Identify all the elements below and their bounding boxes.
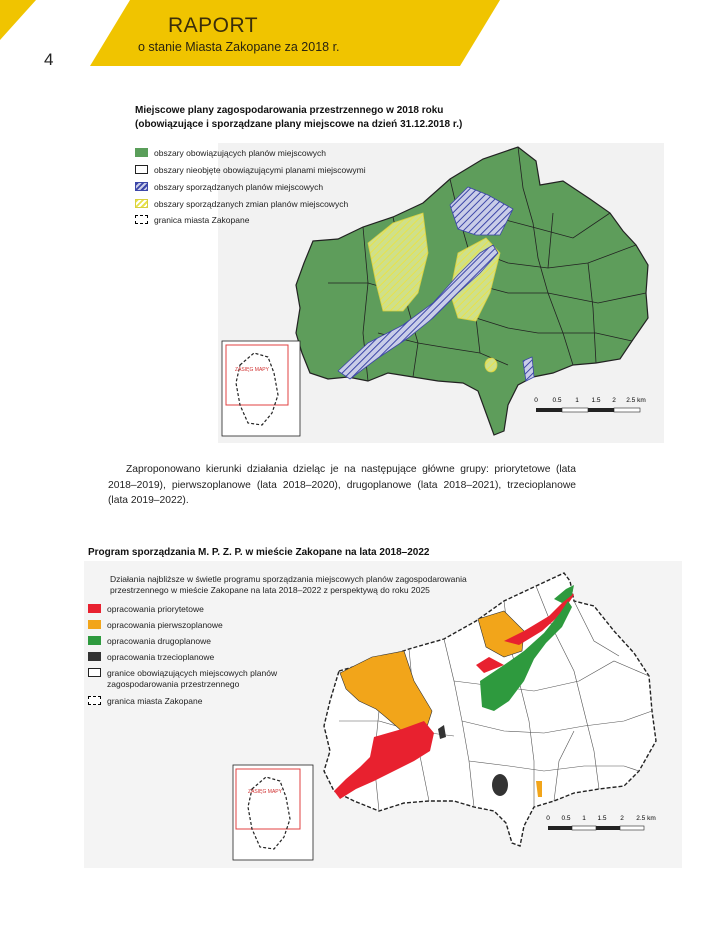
body-paragraph-block [108, 462, 576, 509]
figure1-legend [135, 148, 435, 238]
swatch-outline [135, 165, 148, 174]
scale-label: 1 [582, 815, 586, 822]
header-yellow-band [90, 0, 500, 66]
figure1-title-line1: Miejscowe plany zagospodarowania przestrzennego w 2018 roku [135, 105, 444, 116]
scale-label: 0.5 [552, 397, 562, 404]
legend-label: obszary sporządzanych planów miejscowych [154, 182, 324, 192]
header-banner [0, 0, 720, 80]
inset-label: ZASIĘG MAPY [235, 367, 269, 373]
legend-label: opracowania trzecioplanowe [107, 652, 215, 662]
figure2-legend [88, 604, 328, 708]
swatch-red [88, 604, 101, 613]
body-paragraph: Zaproponowano kierunki działania dzieląc je na następujące główne grupy: priorytetowe (lata 2018–2019), pierwszoplanowe (lata 2018–2020), drugoplanowe (lata 2018–2021), trzecioplanowe (lata 2019–2022). [108, 464, 576, 506]
report-title: RAPORT [168, 14, 259, 37]
legend-label: granica miasta Zakopane [154, 215, 250, 225]
legend-label: opracowania pierwszoplanowe [107, 620, 223, 630]
dark-area-1 [492, 774, 508, 796]
scale-label: 1 [575, 397, 579, 404]
figure1-title [135, 104, 462, 132]
legend-item [88, 620, 223, 631]
swatch-green [88, 636, 101, 645]
figure2-title: Program sporządzania M. P. Z. P. w mieście Zakopane na lata 2018–2022 [88, 547, 430, 558]
swatch-dashed [135, 215, 148, 224]
swatch-yellow-hatch [135, 199, 148, 208]
swatch-orange [88, 620, 101, 629]
legend-item [135, 215, 249, 226]
swatch-blue-hatch [135, 182, 148, 191]
scale-label: 2.5 km [626, 397, 646, 404]
swatch-dark [88, 652, 101, 661]
scale-label: 0.5 [561, 815, 571, 822]
scale-label: 2 [612, 397, 616, 404]
legend-label-line: zagospodarowania przestrzennego [107, 678, 240, 689]
legend-item [135, 148, 326, 159]
yellow-hatch-spot [485, 358, 497, 372]
inset-label: ZASIĘG MAPY [248, 789, 282, 795]
figure1-scale-bar [534, 397, 646, 412]
legend-item [88, 652, 214, 663]
swatch-outline [88, 668, 101, 677]
legend-item [135, 182, 323, 193]
legend-item [88, 636, 211, 647]
figure2-intro: Działania najbliższe w świetle programu sporządzania miejscowych planów zagospodarowania przestrzennego w mieście Zakopane na lata 2018–2022 z perspektywą do roku 2025 [110, 574, 467, 595]
scale-label: 1.5 [591, 397, 601, 404]
legend-label: opracowania drugoplanowe [107, 636, 211, 646]
swatch-dashed [88, 696, 101, 705]
legend-item [88, 604, 204, 615]
legend-label: granica miasta Zakopane [107, 696, 203, 706]
legend-item [135, 165, 366, 176]
scale-label: 0 [546, 815, 550, 822]
figure2-inset-map [233, 765, 313, 860]
header-corner-triangle [0, 0, 36, 40]
scale-label: 2 [620, 815, 624, 822]
legend-label-line: granice obowiązujących miejscowych planów [107, 668, 278, 678]
legend-label: opracowania priorytetowe [107, 604, 204, 614]
legend-label: obszary sporządzanych zmian planów miejscowych [154, 199, 349, 209]
figure1-inset-map [222, 341, 300, 436]
figure1-title-line2: (obowiązujące i sporządzane plany miejscowe na dzień 31.12.2018 r.) [135, 119, 463, 130]
scale-label: 1.5 [597, 815, 607, 822]
legend-label-multiline [107, 668, 277, 689]
legend-label: obszary nieobjęte obowiązującymi planami miejscowymi [154, 165, 366, 175]
page-number: 4 [44, 50, 54, 69]
legend-item [88, 696, 202, 707]
swatch-green [135, 148, 148, 157]
scale-label: 2.5 km [636, 815, 656, 822]
report-subtitle: o stanie Miasta Zakopane za 2018 r. [138, 40, 340, 54]
legend-item [135, 199, 348, 210]
figure2-scale-bar [546, 815, 656, 830]
legend-item [88, 668, 277, 689]
legend-label: obszary obowiązujących planów miejscowych [154, 148, 326, 158]
scale-label: 0 [534, 397, 538, 404]
